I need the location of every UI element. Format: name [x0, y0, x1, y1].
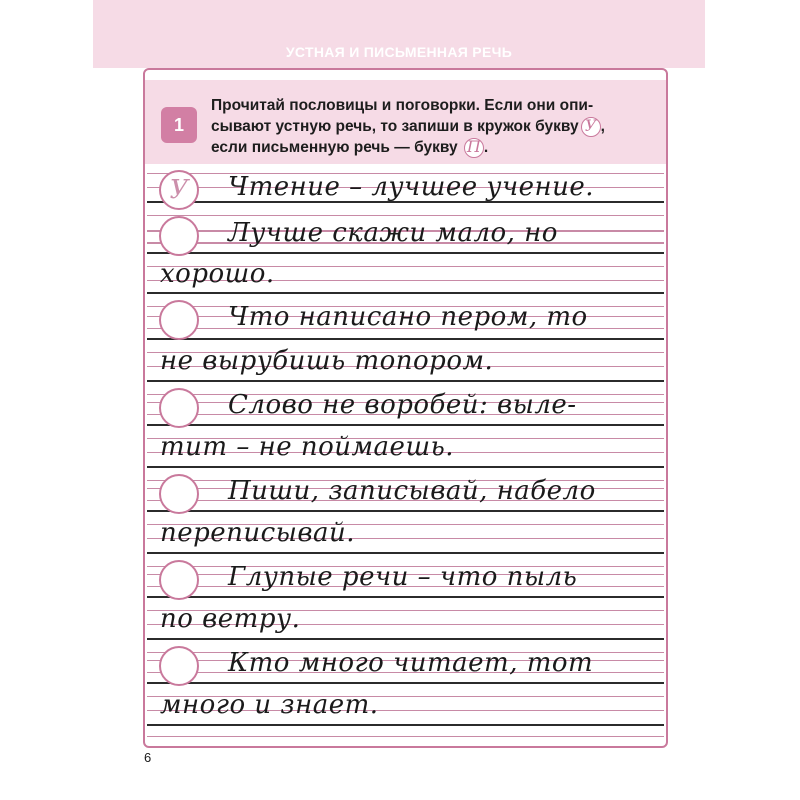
answer-circle-1[interactable]: [159, 170, 199, 210]
task-instruction-text-2: сывают устную речь, то запиши в кружок букву: [211, 118, 579, 136]
proverb-7-line-1: Кто много читает, тот: [228, 648, 594, 678]
task-instruction-line-2: [211, 117, 605, 137]
proverb-3-line-1: Что написано пером, то: [228, 302, 588, 332]
page-number: 6: [144, 750, 152, 765]
proverb-6-line-2: по ветру.: [160, 604, 301, 634]
task-instruction-text-3: если письменную речь — букву: [211, 139, 458, 157]
answer-circle-3[interactable]: [159, 300, 199, 340]
written-letter: П: [466, 137, 481, 156]
task-instruction-line-3: [211, 138, 488, 158]
proverb-7-line-2: много и знает.: [160, 690, 379, 720]
proverb-5-line-1: Пиши, записывай, набело: [228, 476, 596, 506]
answer-circle-2[interactable]: [159, 216, 199, 256]
proverb-1-line-1: Чтение – лучшее учение.: [228, 172, 595, 202]
proverb-4-line-1: Слово не воробей: выле-: [228, 390, 577, 420]
proverb-6-line-1: Глупые речи – что пыль: [228, 562, 578, 592]
chapter-title: УСТНАЯ И ПИСЬМЕННАЯ РЕЧЬ: [285, 44, 513, 60]
task-instruction-text-1: Прочитай пословицы и поговорки. Если они опи-: [211, 97, 594, 114]
proverb-3-line-2: не вырубишь топором.: [160, 346, 494, 376]
oral-letter-circle-icon: [581, 117, 601, 137]
answer-circle-6[interactable]: [159, 560, 199, 600]
task-instruction-line-1: [211, 96, 593, 116]
proverb-4-line-2: тит – не поймаешь.: [160, 432, 454, 462]
answer-letter-1: У: [169, 175, 189, 205]
oral-letter: У: [584, 116, 597, 135]
task-number: 1: [161, 107, 197, 143]
written-letter-circle-icon: [464, 138, 484, 158]
task-instruction-punct-3: .: [483, 139, 489, 157]
answer-circle-7[interactable]: [159, 646, 199, 686]
proverb-2-line-2: хорошо.: [160, 259, 275, 289]
task-instruction-punct-2: ,: [600, 118, 605, 136]
proverb-5-line-2: переписывай.: [160, 518, 356, 548]
answer-circle-4[interactable]: [159, 388, 199, 428]
answer-circle-5[interactable]: [159, 474, 199, 514]
proverb-2-line-1: Лучше скажи мало, но: [228, 218, 558, 248]
